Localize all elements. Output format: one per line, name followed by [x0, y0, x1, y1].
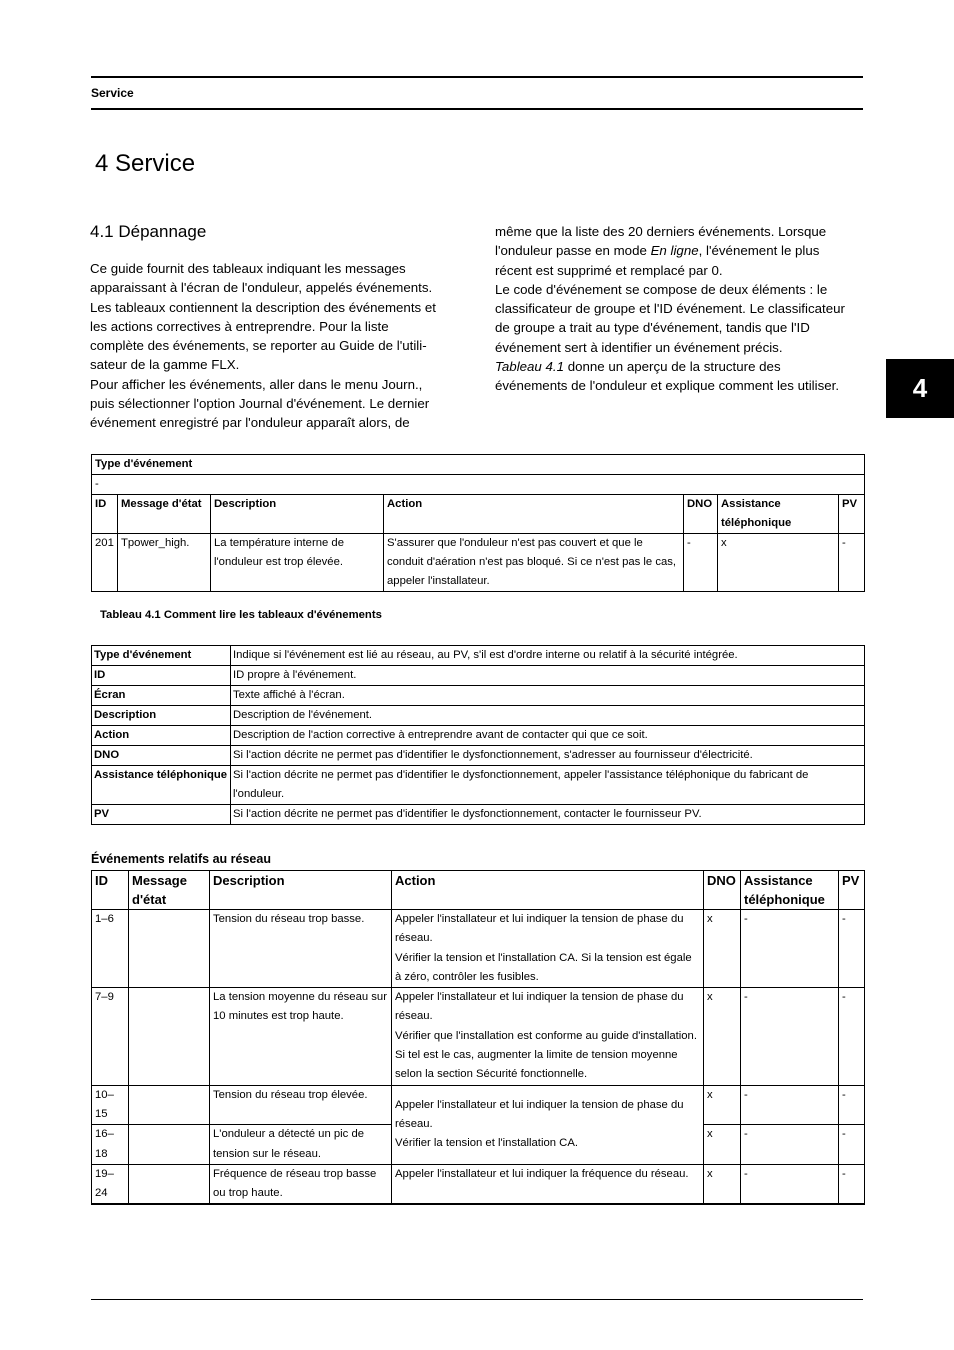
action-line: Appeler l'installateur et lui indiquer la fréquence du réseau.	[395, 1167, 689, 1180]
cell-action	[392, 988, 704, 1085]
table-row	[92, 910, 865, 988]
text-line: apparaissant à l'écran de l'onduleur, appelés événements.	[90, 280, 433, 296]
mode-name: En ligne	[650, 243, 699, 259]
text-line: même que la liste des 20 derniers événements. Lorsque	[495, 224, 827, 239]
cell-pv: -	[839, 988, 865, 1085]
action-line: Appeler l'installateur et lui indiquer la tension de phase du réseau.	[395, 1098, 684, 1131]
text-line: Pour afficher les événements, aller dans le menu Journ.,	[90, 376, 423, 392]
text-line: complète des événements, se reporter au Guide de l'utili-	[90, 338, 427, 354]
cell-description: Tension du réseau trop basse.	[210, 910, 392, 988]
cell-id: 16–18	[92, 1125, 129, 1165]
header-rule	[91, 108, 863, 110]
column-header: Assistance téléphonique	[741, 871, 839, 910]
text-line: de groupe a trait au type d'événement, tandis que l'ID	[495, 320, 810, 336]
cell-phone: -	[741, 1085, 839, 1125]
legend-key: ID	[92, 666, 231, 686]
legend-key: Type d'événement	[92, 646, 231, 666]
text-line: les actions correctives à entreprendre. Pour la liste	[90, 318, 389, 334]
legend-value: Si l'action décrite ne permet pas d'identifier le dysfonctionnement, contacter le fournisseur PV.	[231, 805, 865, 825]
cell-message	[129, 910, 210, 988]
cell-pv: -	[839, 910, 865, 988]
action-line: Vérifier la tension et l'installation CA.	[395, 1137, 578, 1150]
cell-dno: x	[704, 910, 741, 988]
table-row	[92, 988, 865, 1085]
legend-value: ID propre à l'événement.	[231, 666, 865, 686]
text-line: événement sert à identifier un événement précis.	[495, 339, 783, 355]
cell-id: 1–6	[92, 910, 129, 988]
table-row	[92, 746, 865, 766]
cell-action	[392, 1164, 704, 1204]
cell-id: 201	[92, 534, 118, 592]
chapter-tab: 4	[886, 359, 954, 418]
text-line: puis sélectionner l'option Journal d'événement. Le dernier	[90, 396, 430, 412]
legend-key: Écran	[92, 686, 231, 706]
legend-key: Action	[92, 726, 231, 746]
column-header: PV	[839, 495, 865, 534]
cell-message	[129, 1085, 210, 1125]
text-span: donne un aperçu de la structure des	[564, 359, 781, 375]
cell-action: S'assurer que l'onduleur n'est pas couvert et que le conduit d'aération n'est pas bloqué. Si ce n'est pas le cas, appeler l'installateur.	[384, 534, 684, 592]
action-line: Appeler l'installateur et lui indiquer la tension de phase du réseau.	[395, 991, 684, 1023]
column-header: Description	[210, 871, 392, 910]
table-row	[92, 646, 865, 666]
text-span: , l'événement le plus	[698, 243, 820, 259]
cell-description: Tension du réseau trop élevée.	[210, 1085, 392, 1125]
column-header: DNO	[704, 871, 741, 910]
table-row	[92, 1085, 865, 1125]
cell-message	[129, 1164, 210, 1204]
table-row	[92, 726, 865, 746]
column-header: Assistance téléphonique	[718, 495, 839, 534]
table-row	[92, 686, 865, 706]
text-line: Le code d'événement se compose de deux éléments : le	[495, 281, 828, 297]
column-header: Action	[384, 495, 684, 534]
table-row	[92, 534, 865, 592]
legend-table	[91, 645, 865, 825]
event-type-value: -	[92, 475, 865, 495]
cell-action	[392, 910, 704, 988]
legend-value: Description de l'événement.	[231, 706, 865, 726]
cell-description: La température interne de l'onduleur est trop élevée.	[211, 534, 384, 592]
table-caption: Tableau 4.1 Comment lire les tableaux d'événements	[100, 609, 382, 621]
text-line: événement enregistré par l'onduleur apparaît alors, de	[90, 415, 410, 431]
cell-description: Fréquence de réseau trop basse ou trop haute.	[210, 1164, 392, 1204]
text-line	[495, 241, 875, 260]
text-line: sateur de la gamme FLX.	[90, 357, 240, 373]
cell-dno: x	[704, 988, 741, 1085]
legend-value: Indique si l'événement est lié au réseau, au PV, s'il est d'ordre interne ou relatif à la sécurité intégrée.	[231, 646, 865, 666]
table-row	[92, 666, 865, 686]
text-span: l'onduleur passe en mode	[495, 243, 651, 259]
cell-dno: -	[684, 534, 718, 592]
cell-id: 19–24	[92, 1164, 129, 1204]
text-line	[495, 357, 875, 376]
table-row	[92, 766, 865, 805]
cell-id: 7–9	[92, 988, 129, 1085]
body-column-right	[495, 222, 875, 396]
cell-dno: x	[704, 1125, 741, 1165]
text-line: Les tableaux contiennent la description des événements et	[90, 299, 436, 315]
footer-rule	[91, 1299, 863, 1300]
legend-key: PV	[92, 805, 231, 825]
cell-pv: -	[839, 1085, 865, 1125]
table-row	[92, 1164, 865, 1204]
column-header: Message d'état	[129, 871, 210, 910]
column-header: Description	[211, 495, 384, 534]
grid-events-title: Événements relatifs au réseau	[91, 852, 271, 866]
legend-value: Description de l'action corrective à entreprendre avant de contacter qui que ce soit.	[231, 726, 865, 746]
cell-pv: -	[839, 534, 865, 592]
text-line: classificateur de groupe et l'ID événement. Le classificateur	[495, 301, 845, 317]
legend-key: DNO	[92, 746, 231, 766]
cell-description: La tension moyenne du réseau sur 10 minutes est trop haute.	[210, 988, 392, 1085]
table-reference: Tableau 4.1	[495, 359, 565, 375]
example-event-table	[91, 454, 865, 592]
cell-phone: x	[718, 534, 839, 592]
cell-pv: -	[839, 1164, 865, 1204]
body-column-left	[90, 259, 465, 433]
cell-message: Tpower_high.	[118, 534, 211, 592]
grid-events-table	[91, 870, 865, 1205]
event-type-label: Type d'événement	[92, 455, 865, 475]
running-header: Service	[91, 86, 134, 100]
cell-dno: x	[704, 1085, 741, 1125]
top-rule	[91, 76, 863, 78]
column-header: Message d'état	[118, 495, 211, 534]
table-row	[92, 805, 865, 825]
action-line: Appeler l'installateur et lui indiquer la tension de phase du réseau.	[395, 913, 684, 945]
cell-pv: -	[839, 1125, 865, 1165]
cell-phone: -	[741, 1125, 839, 1165]
cell-phone: -	[741, 988, 839, 1085]
text-line: événements de l'onduleur et explique comment les utiliser.	[495, 378, 840, 394]
legend-value: Texte affiché à l'écran.	[231, 686, 865, 706]
column-header: PV	[839, 871, 865, 910]
action-line: Vérifier la tension et l'installation CA. Si la tension est égale à zéro, contrôler les fusibles.	[395, 951, 692, 983]
column-header: DNO	[684, 495, 718, 534]
action-line: Vérifier que l'installation est conforme au guide d'installation. Si tel est le cas, augmenter la limite de tension moyenne selon la section Sécurité fonctionnelle.	[395, 1029, 697, 1081]
legend-value: Si l'action décrite ne permet pas d'identifier le dysfonctionnement, s'adresser au fournisseur d'électricité.	[231, 746, 865, 766]
legend-key: Description	[92, 706, 231, 726]
cell-message	[129, 1125, 210, 1165]
text-line: récent est supprimé et remplacé par 0.	[495, 262, 723, 278]
cell-phone: -	[741, 910, 839, 988]
cell-dno: x	[704, 1164, 741, 1204]
table-row	[92, 706, 865, 726]
cell-phone: -	[741, 1164, 839, 1204]
cell-action	[392, 1085, 704, 1164]
legend-key: Assistance téléphonique	[92, 766, 231, 805]
section-heading: 4.1 Dépannage	[90, 222, 207, 241]
column-header: ID	[92, 871, 129, 910]
cell-message	[129, 988, 210, 1085]
chapter-title: 4 Service	[95, 150, 196, 177]
column-header: ID	[92, 495, 118, 534]
legend-value: Si l'action décrite ne permet pas d'identifier le dysfonctionnement, appeler l'assistance téléphonique du fabricant de l'onduleur.	[231, 766, 865, 805]
cell-description: L'onduleur a détecté un pic de tension sur le réseau.	[210, 1125, 392, 1165]
column-header: Action	[392, 871, 704, 910]
cell-id: 10–15	[92, 1085, 129, 1125]
text-line: Ce guide fournit des tableaux indiquant les messages	[90, 261, 406, 276]
